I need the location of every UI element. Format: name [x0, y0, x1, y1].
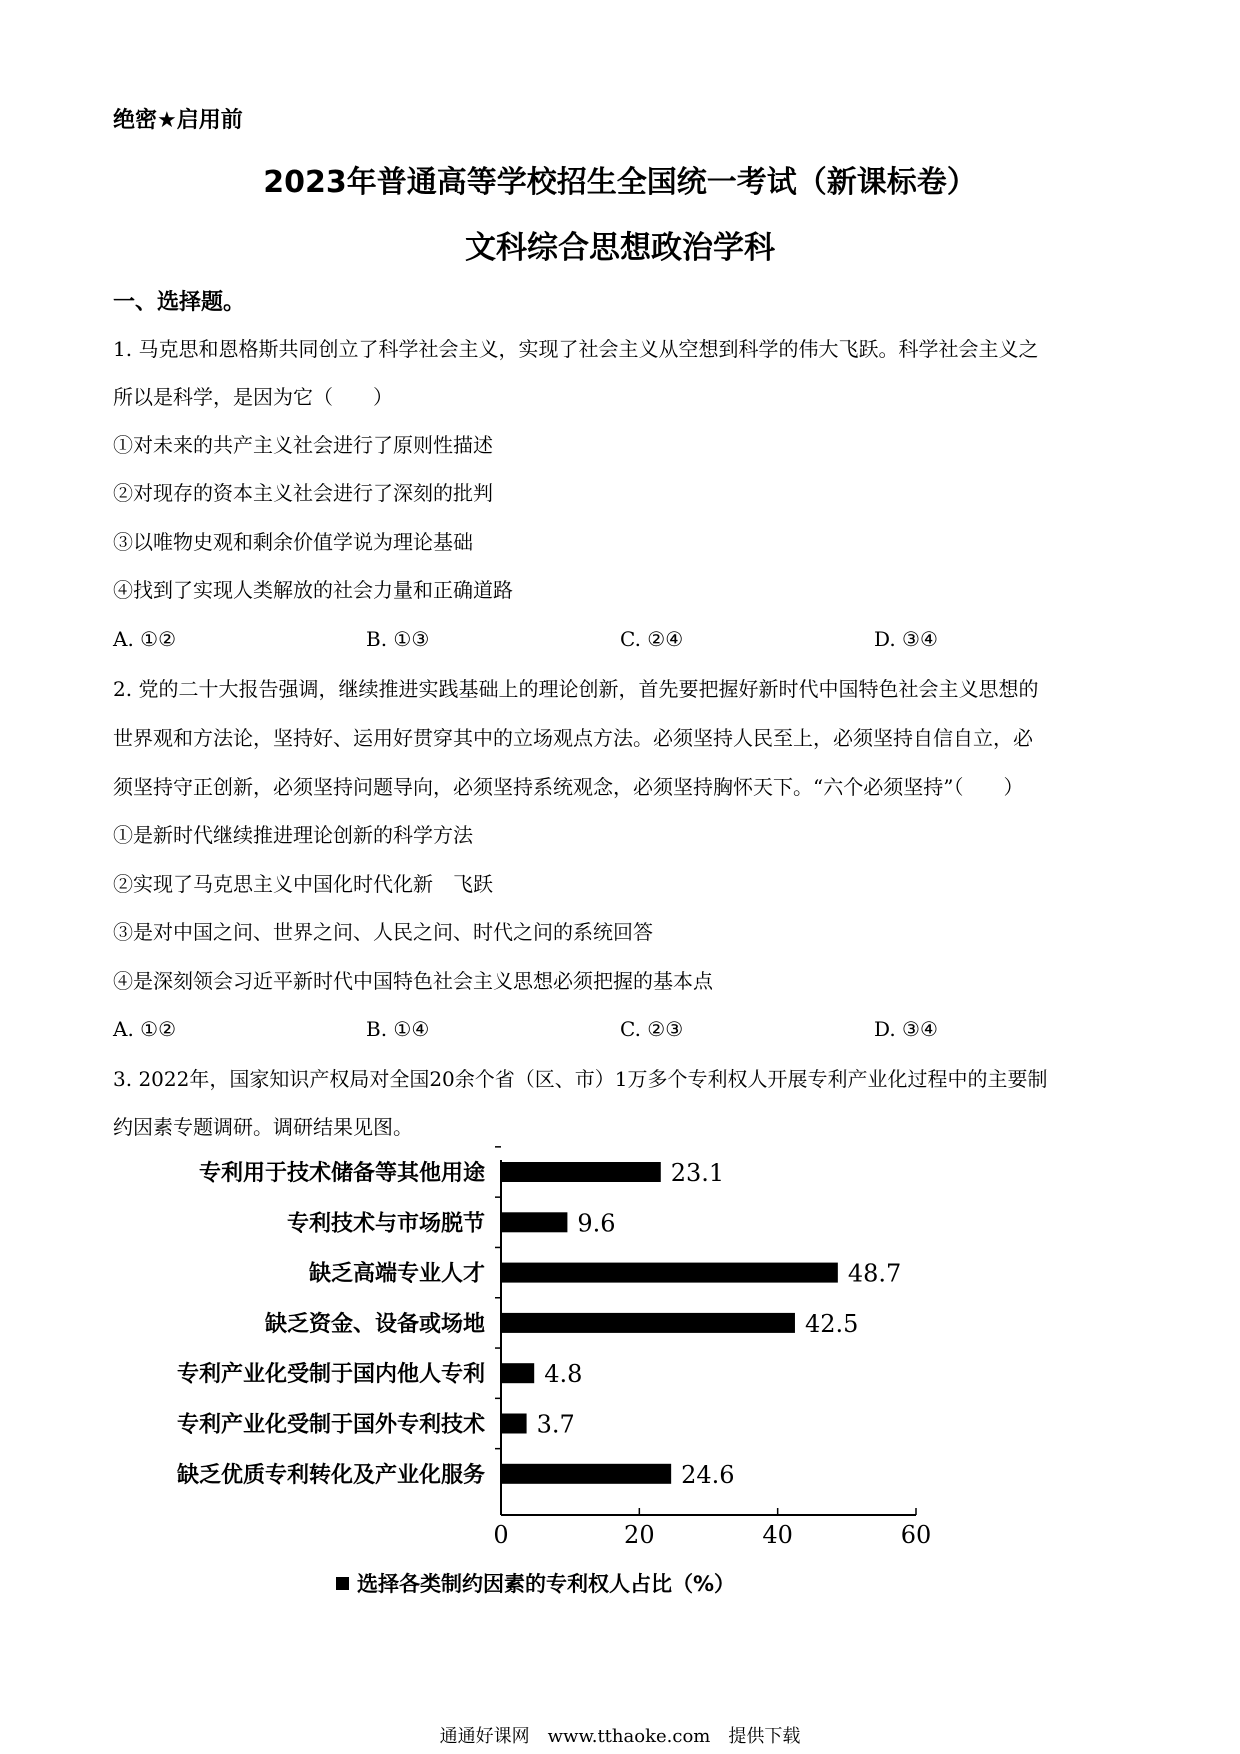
q1-item-4: ④找到了实现人类解放的社会力量和正确道路 [113, 578, 513, 602]
value-label: 4.8 [544, 1360, 583, 1389]
x-tick-label: 20 [624, 1521, 655, 1549]
q2-option-d: D. ③④ [874, 1017, 938, 1041]
q2-stem-line1: 2. 党的二十大报告强调，继续推进实践基础上的理论创新，首先要把握好新时代中国特色社会主义思想的 [113, 677, 1039, 701]
category-label: 专利产业化受制于国内他人专利 [176, 1362, 485, 1388]
q1-item-1: ①对未来的共产主义社会进行了原则性描述 [113, 433, 493, 457]
bar [501, 1313, 795, 1333]
category-label: 缺乏优质专利转化及产业化服务 [176, 1462, 485, 1488]
category-label: 专利技术与市场脱节 [286, 1211, 485, 1237]
q1-item-3: ③以唯物史观和剩余价值学说为理论基础 [113, 530, 473, 554]
chart-legend [336, 1568, 735, 1598]
exam-subject: 文科综合思想政治学科 [465, 230, 775, 266]
bar [501, 1263, 838, 1283]
bar [501, 1162, 661, 1182]
bar [501, 1414, 527, 1434]
q2-option-c: C. ②③ [620, 1017, 684, 1041]
q2-item-1: ①是新时代继续推进理论创新的科学方法 [113, 823, 473, 847]
x-tick-label: 40 [762, 1521, 793, 1549]
q2-option-a: A. ①② [113, 1017, 177, 1041]
q1-option-b: B. ①③ [366, 627, 430, 651]
bar [501, 1363, 534, 1383]
bar [501, 1464, 671, 1484]
value-label: 3.7 [536, 1410, 575, 1439]
value-label: 42.5 [804, 1309, 859, 1338]
exam-title: 2023年普通高等学校招生全国统一考试（新课标卷） [263, 165, 977, 200]
category-label: 专利产业化受制于国外专利技术 [176, 1412, 485, 1438]
page-footer: 通通好课网 www.tthaoke.com 提供下载 [439, 1726, 801, 1747]
section-title: 一、选择题。 [113, 290, 246, 315]
value-label: 23.1 [670, 1159, 725, 1187]
q1-stem-line1: 1. 马克思和恩格斯共同创立了科学社会主义，实现了社会主义从空想到科学的伟大飞跃。科学社会主义之 [113, 337, 1039, 361]
q1-item-2: ②对现存的资本主义社会进行了深刻的批判 [113, 481, 493, 505]
q3-stem-line2: 约因素专题调研。调研结果见图。 [113, 1115, 413, 1139]
category-label: 缺乏资金、设备或场地 [264, 1311, 485, 1337]
value-label: 24.6 [681, 1460, 735, 1489]
q2-item-4: ④是深刻领会习近平新时代中国特色社会主义思想必须把握的基本点 [113, 969, 713, 993]
x-tick-label: 60 [900, 1521, 932, 1549]
bar [501, 1212, 567, 1232]
q2-item-3: ③是对中国之问、世界之问、人民之问、时代之问的系统回答 [113, 920, 653, 944]
category-label: 专利用于技术储备等其他用途 [198, 1161, 485, 1186]
q1-stem-line2: 所以是科学，是因为它（ ） [113, 385, 393, 409]
legend-label: 选择各类制约因素的专利权人占比（%） [357, 1572, 736, 1596]
secret-label: 绝密★启用前 [113, 108, 243, 133]
value-label: 48.7 [847, 1259, 902, 1288]
q2-stem-line3: 须坚持守正创新，必须坚持问题导向，必须坚持系统观念，必须坚持胸怀天下。“六个必须坚持”（ ） [113, 775, 1024, 799]
value-label: 9.6 [577, 1209, 616, 1238]
q2-stem-line2: 世界观和方法论，坚持好、运用好贯穿其中的立场观点方法。必须坚持人民至上，必须坚持自信自立，必 [113, 726, 1033, 750]
legend-swatch [336, 1577, 349, 1590]
q1-option-a: A. ①② [113, 627, 177, 651]
q2-option-b: B. ①④ [366, 1017, 430, 1041]
x-tick-label: 0 [493, 1521, 509, 1549]
q3-stem-line1: 3. 2022年，国家知识产权局对全国20余个省（区、市）1万多个专利权人开展专利产业化过程中的主要制 [113, 1067, 1048, 1091]
q1-option-d: D. ③④ [874, 627, 938, 651]
q2-item-2: ②实现了马克思主义中国化时代化新 飞跃 [113, 872, 493, 896]
category-label: 缺乏高端专业人才 [308, 1261, 485, 1287]
q1-option-c: C. ②④ [620, 627, 684, 651]
